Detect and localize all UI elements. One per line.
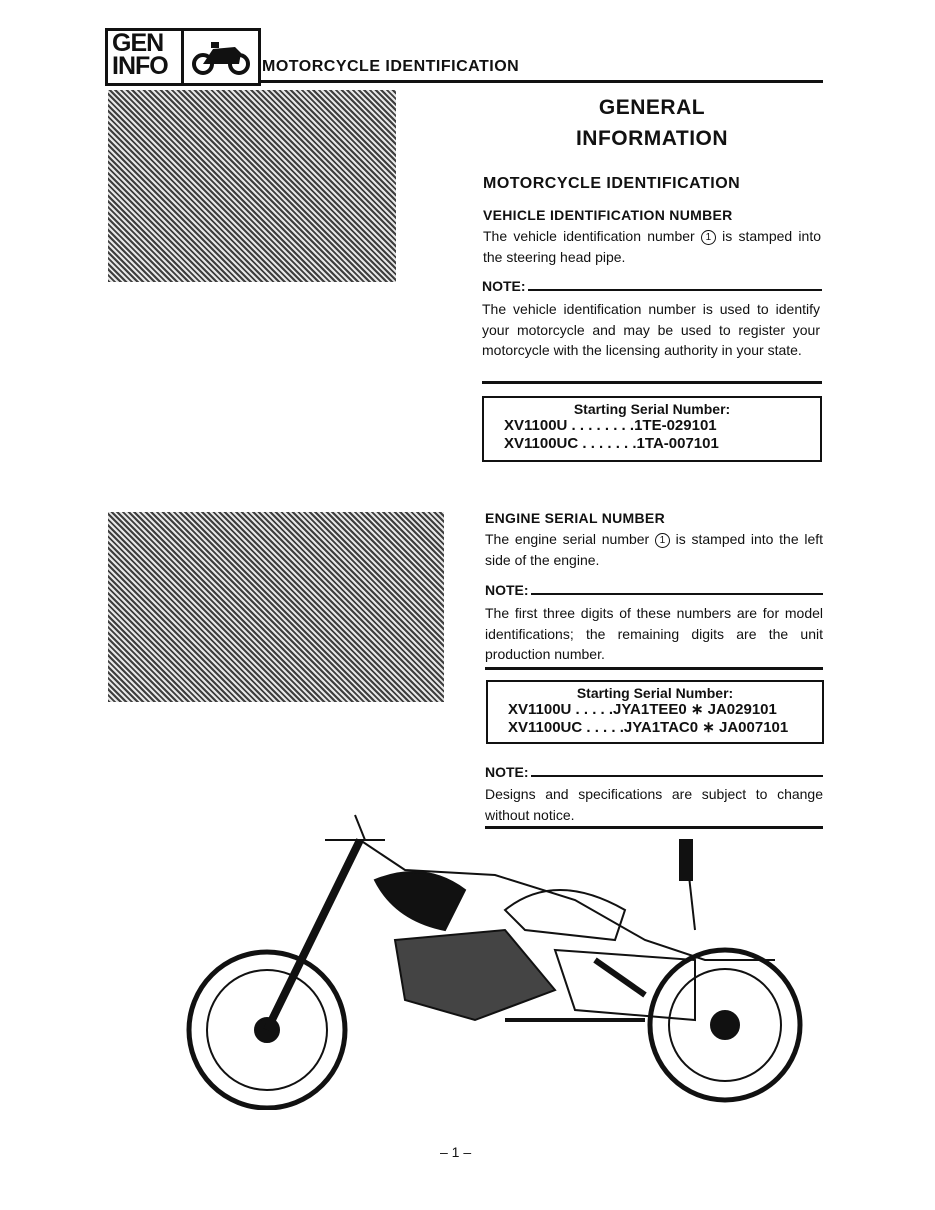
motorcycle-illustration xyxy=(175,780,835,1110)
header-rule xyxy=(258,80,823,83)
engine-note xyxy=(485,582,823,598)
logo-text xyxy=(108,31,184,83)
box-caption: Starting Serial Number: xyxy=(573,401,731,417)
gen-info-logo xyxy=(105,28,261,86)
note-rule xyxy=(485,667,823,670)
serial-row: XV1100U . . . . . . . .1TE-029101 xyxy=(504,417,717,434)
title-line-2: INFORMATION xyxy=(575,127,729,150)
engine-text-after: is stamped into the left side of the engine. xyxy=(485,531,824,568)
final-note-text: Designs and specifications are subject to change without notice. xyxy=(485,786,823,823)
page-title xyxy=(482,92,822,154)
vin-text-after: is stamped into the steering head pipe. xyxy=(483,228,821,265)
callout-1: 1 xyxy=(701,230,716,245)
section-title: MOTORCYCLE IDENTIFICATION xyxy=(262,58,520,75)
vin-text-before: The vehicle identification number xyxy=(483,228,695,244)
vin-note xyxy=(482,278,822,294)
box-caption: Starting Serial Number: xyxy=(576,685,734,701)
logo-line-1: GEN xyxy=(112,29,164,57)
engine-text-before: The engine serial number xyxy=(485,531,650,547)
vin-heading: VEHICLE IDENTIFICATION NUMBER xyxy=(483,207,733,223)
vin-note-text: The vehicle identification number is used to identify your motorcycle and may be used to register your motorcycle with the licensing authority in your state. xyxy=(482,301,820,358)
subtitle: MOTORCYCLE IDENTIFICATION xyxy=(483,175,741,192)
vin-serial-box xyxy=(482,396,822,462)
vin-text xyxy=(483,226,821,267)
motorcycle-icon xyxy=(184,31,258,83)
serial-row: XV1100U . . . . .JYA1TEE0 ∗ JA029101 xyxy=(508,701,777,718)
engine-photo xyxy=(108,512,444,702)
serial-row: XV1100UC . . . . .JYA1TAC0 ∗ JA007101 xyxy=(508,719,789,736)
note-rule xyxy=(482,381,822,384)
title-line-1: GENERAL xyxy=(598,96,706,119)
note-label: NOTE: xyxy=(482,278,526,294)
engine-heading: ENGINE SERIAL NUMBER xyxy=(485,510,665,526)
note-label: NOTE: xyxy=(485,582,529,598)
logo-line-2: INFO xyxy=(112,52,168,80)
page-number: – 1 – xyxy=(440,1144,472,1160)
engine-text xyxy=(485,529,823,570)
engine-note-text: The first three digits of these numbers are for model identifications; the remaining digits are the unit production number. xyxy=(485,605,823,662)
note-label: NOTE: xyxy=(485,764,529,780)
callout-1: 1 xyxy=(655,533,670,548)
steering-head-photo xyxy=(108,90,396,282)
serial-row: XV1100UC . . . . . . .1TA-007101 xyxy=(504,435,719,452)
engine-serial-box xyxy=(486,680,824,744)
final-note xyxy=(485,764,823,780)
